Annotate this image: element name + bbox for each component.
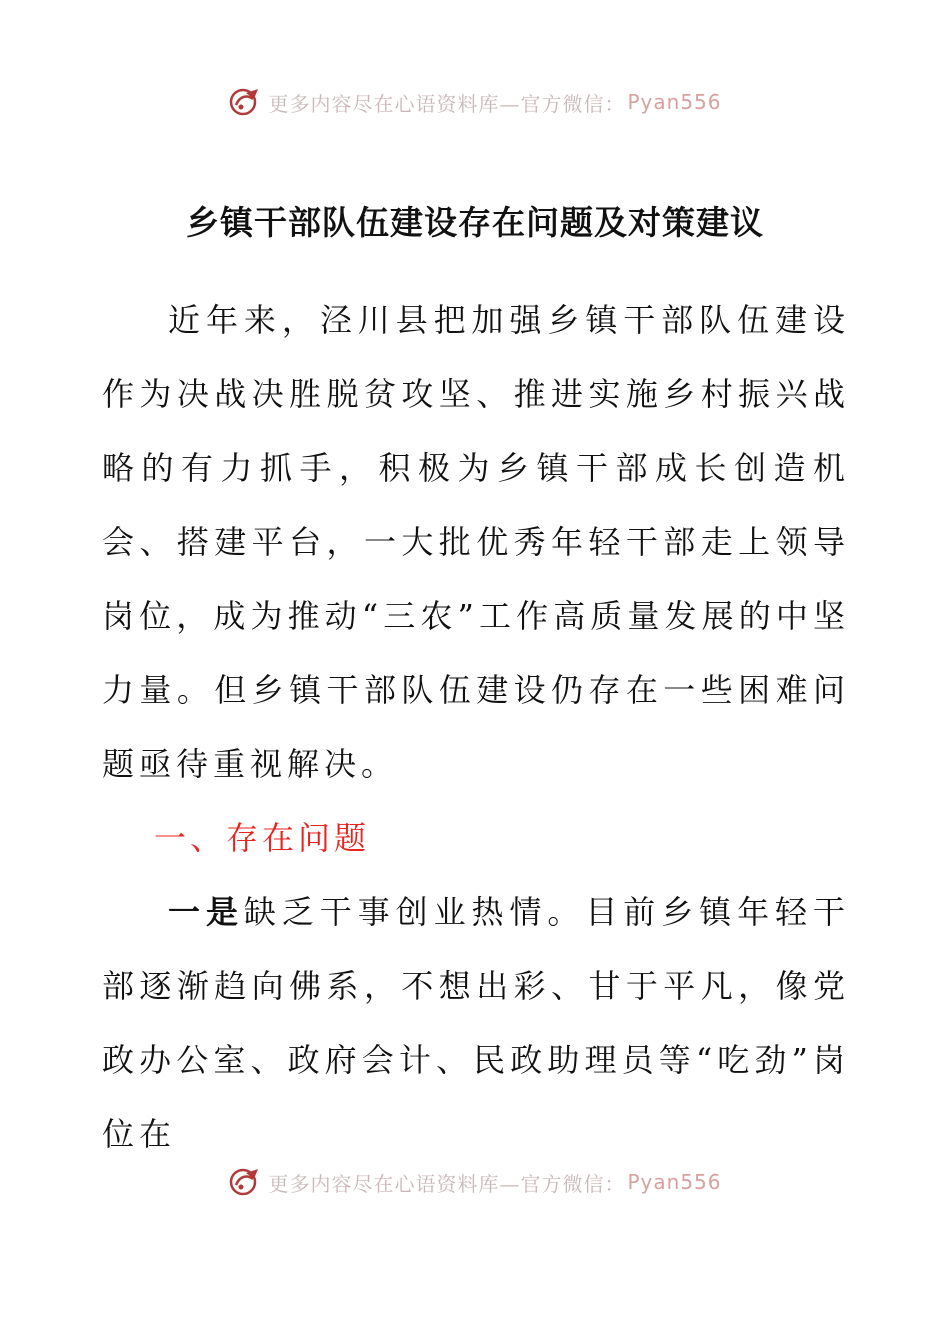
section-heading: 一、存在问题: [154, 819, 371, 857]
watermark-id: Pyan556: [627, 90, 722, 114]
intro-paragraph: 近年来，泾川县把加强乡镇干部队伍建设作为决战决胜脱贫攻坚、推进实施乡村振兴战略的有力抓手，积极为乡镇干部成长创造机会、搭建平台，一大批优秀年轻干部走上领导岗位，成为推动“三农”工作高质量发展的中坚力量。但乡镇干部队伍建设仍存在一些困难问题亟待重视解决。: [102, 301, 850, 783]
header-watermark: [0, 84, 950, 120]
watermark-text: 更多内容尽在心语资料库—官方微信：: [268, 91, 626, 116]
document-title: 乡镇干部队伍建设存在问题及对策建议: [186, 203, 764, 242]
point-text: 缺乏干事创业热情。目前乡镇年轻干部逐渐趋向佛系，不想出彩、甘于平凡，像党政办公室、政府会计、民政助理员等“吃劲”岗位在: [102, 893, 850, 1153]
watermark-text: 更多内容尽在心语资料库—官方微信：: [268, 1171, 626, 1196]
watermark-logo-icon: [228, 1165, 262, 1199]
point-lead: 一是: [168, 893, 244, 931]
watermark-logo-icon: [228, 85, 262, 119]
point-paragraph: [102, 875, 850, 1171]
watermark-id: Pyan556: [627, 1170, 722, 1194]
footer-watermark: [0, 1164, 950, 1200]
